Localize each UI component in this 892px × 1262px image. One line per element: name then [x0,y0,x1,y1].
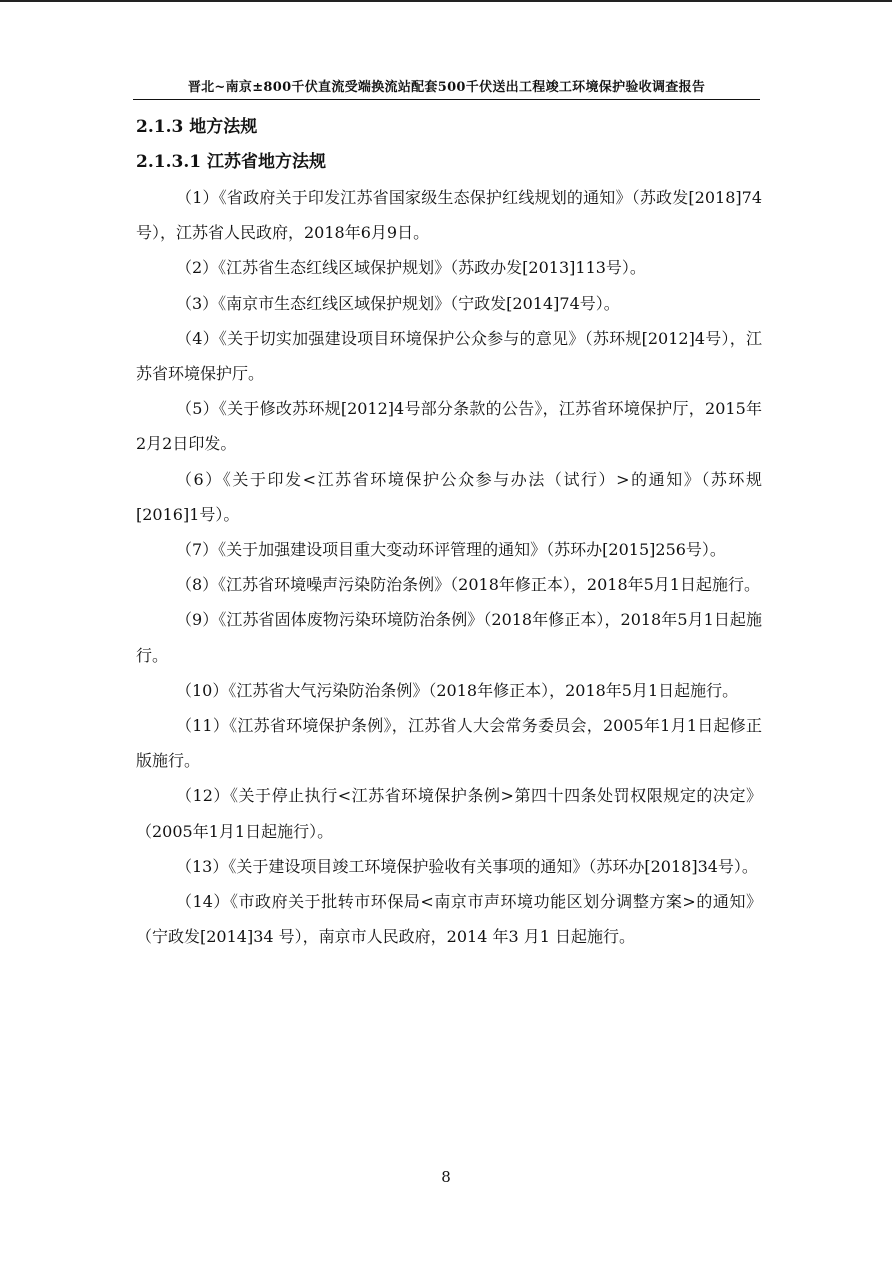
section-heading: 2.1.3 地方法规 [136,117,258,137]
regulation-item: （8）《江苏省环境噪声污染防治条例》（2018年修正本），2018年5月1日起施行。 [176,575,760,595]
page-top-border [0,0,892,2]
regulation-item: （6）《关于印发<江苏省环境保护公众参与办法（试行）>的通知》（苏环规[2016]1号）。 [136,469,762,524]
regulation-item: （11）《江苏省环境保护条例》，江苏省人大会常务委员会，2005年1月1日起修正版施行。 [136,716,762,771]
regulation-item: （5）《关于修改苏环规[2012]4号部分条款的公告》，江苏省环境保护厅，2015年2月2日印发。 [136,399,762,454]
regulation-item: （13）《关于建设项目竣工环境保护验收有关事项的通知》（苏环办[2018]34号）。 [176,856,758,876]
page-number: 8 [441,1168,451,1186]
page-header-title: 晋北~南京±800千伏直流受端换流站配套500千伏送出工程竣工环境保护验收调查报告 [187,80,706,95]
document-body [136,110,762,954]
regulation-item: （3）《南京市生态红线区域保护规划》（宁政发[2014]74号）。 [176,293,620,313]
regulation-item: （12）《关于停止执行<江苏省环境保护条例>第四十四条处罚权限规定的决定》（2005年1月1日起施行）。 [136,786,762,841]
subsection-heading: 2.1.3.1 江苏省地方法规 [136,152,326,172]
regulation-item: （2）《江苏省生态红线区域保护规划》（苏政办发[2013]113号）。 [176,258,646,278]
regulation-item: （7）《关于加强建设项目重大变动环评管理的通知》（苏环办[2015]256号）。 [176,540,726,560]
regulation-item: （14）《市政府关于批转市环保局<南京市声环境功能区划分调整方案>的通知》（宁政发[2014]34 号），南京市人民政府，2014 年3 月1 日起施行。 [136,892,762,947]
regulation-item: （4）《关于切实加强建设项目环境保护公众参与的意见》（苏环规[2012]4号），江苏省环境保护厅。 [136,328,762,384]
regulation-item: （10）《江苏省大气污染防治条例》（2018年修正本），2018年5月1日起施行。 [176,680,739,700]
regulation-item: （1）《省政府关于印发江苏省国家级生态保护红线规划的通知》（苏政发[2018]74号），江苏省人民政府，2018年6月9日。 [136,188,762,243]
regulation-item: （9）《江苏省固体废物污染环境防治条例》（2018年修正本），2018年5月1日起施行。 [136,610,762,665]
header-rule [133,99,760,100]
